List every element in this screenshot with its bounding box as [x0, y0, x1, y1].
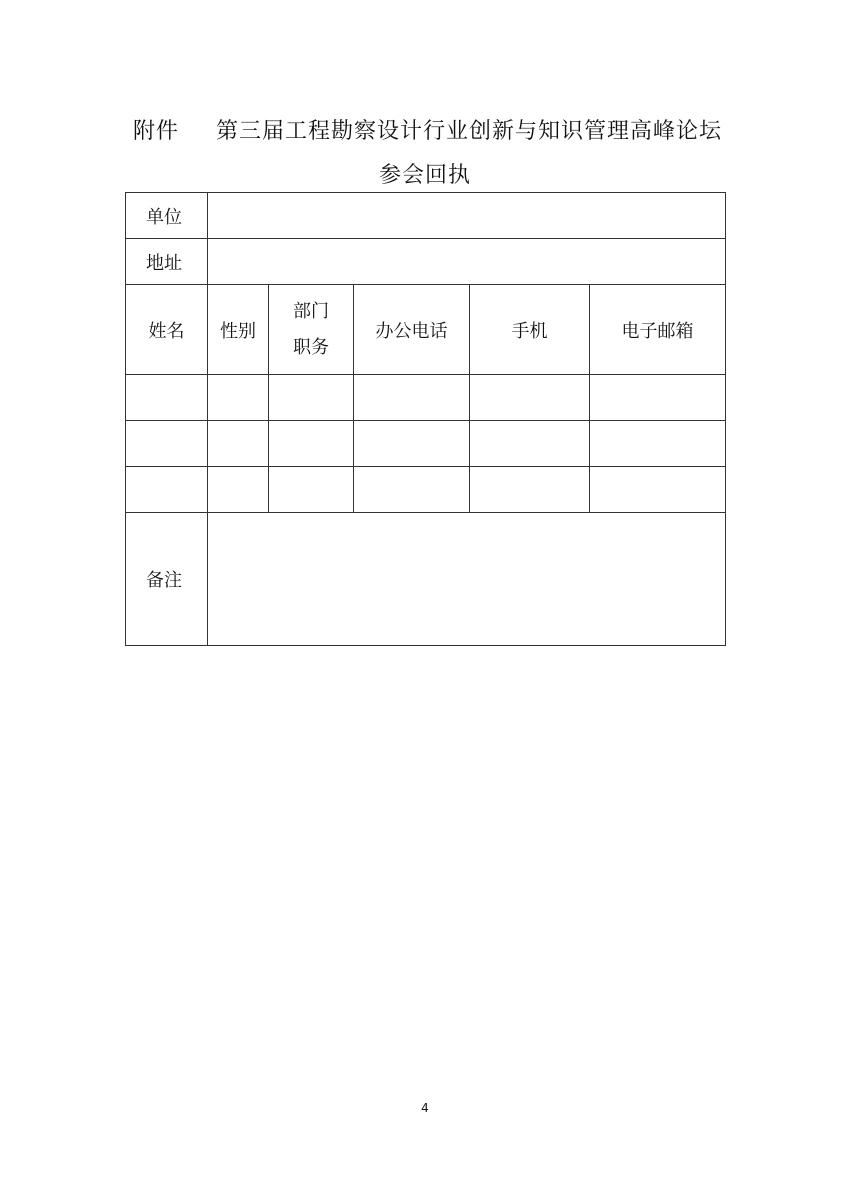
title-prefix: 附件 — [133, 119, 180, 144]
header-email: 电子邮箱 — [590, 285, 726, 375]
name-cell[interactable] — [126, 467, 208, 513]
header-dept-line2: 职务 — [293, 336, 329, 358]
dept-cell[interactable] — [269, 467, 354, 513]
title-main: 第三届工程勘察设计行业创新与知识管理高峰论坛 — [216, 119, 723, 144]
mobile-cell[interactable] — [470, 375, 590, 421]
office-phone-cell[interactable] — [354, 421, 470, 467]
address-label: 地址 — [126, 239, 208, 285]
gender-cell[interactable] — [208, 375, 269, 421]
header-gender: 性别 — [208, 285, 269, 375]
gender-cell[interactable] — [208, 467, 269, 513]
table-row — [126, 467, 726, 513]
address-field[interactable] — [208, 239, 726, 285]
header-office-phone: 办公电话 — [354, 285, 470, 375]
header-dept-line1: 部门 — [293, 300, 329, 322]
name-cell[interactable] — [126, 375, 208, 421]
table-row — [126, 421, 726, 467]
remarks-field[interactable] — [208, 513, 726, 646]
unit-field[interactable] — [208, 193, 726, 239]
remarks-row — [126, 513, 726, 646]
mobile-cell[interactable] — [470, 421, 590, 467]
column-header-row — [126, 285, 726, 375]
address-row — [126, 239, 726, 285]
remarks-label: 备注 — [126, 513, 208, 646]
mobile-cell[interactable] — [470, 467, 590, 513]
email-cell[interactable] — [590, 421, 726, 467]
email-cell[interactable] — [590, 375, 726, 421]
header-name: 姓名 — [126, 285, 208, 375]
unit-row — [126, 193, 726, 239]
page-number: 4 — [421, 1101, 429, 1115]
gender-cell[interactable] — [208, 421, 269, 467]
email-cell[interactable] — [590, 467, 726, 513]
header-dept-position — [269, 285, 354, 375]
office-phone-cell[interactable] — [354, 467, 470, 513]
document-subtitle: 参会回执 — [378, 163, 471, 188]
name-cell[interactable] — [126, 421, 208, 467]
registration-form-table — [125, 192, 726, 646]
dept-cell[interactable] — [269, 375, 354, 421]
dept-cell[interactable] — [269, 421, 354, 467]
header-mobile: 手机 — [470, 285, 590, 375]
unit-label: 单位 — [126, 193, 208, 239]
table-row — [126, 375, 726, 421]
office-phone-cell[interactable] — [354, 375, 470, 421]
